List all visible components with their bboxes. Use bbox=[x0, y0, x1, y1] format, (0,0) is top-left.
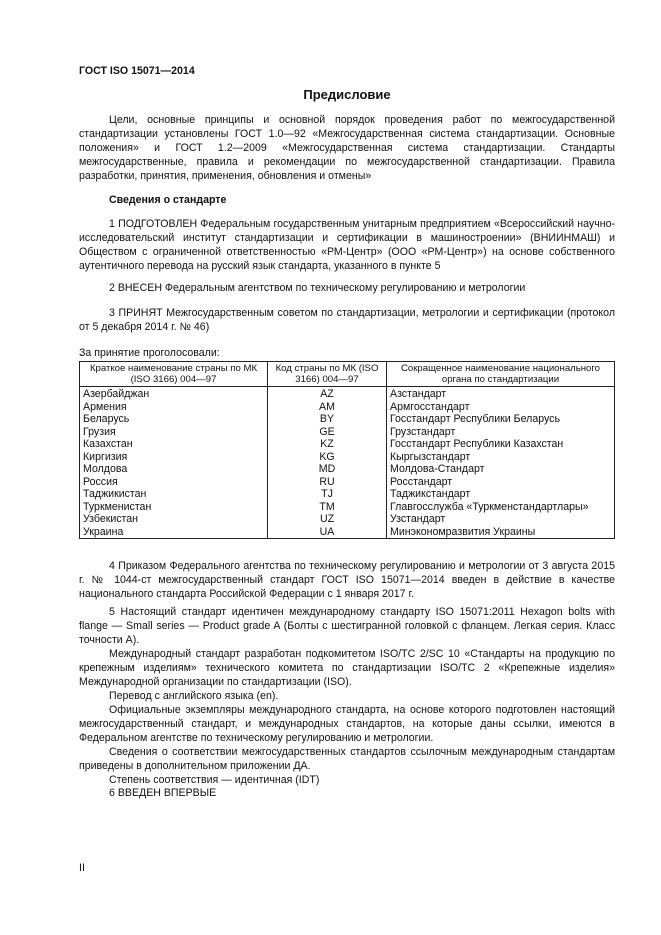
body-cell: Госстандарт Республики Казахстан bbox=[387, 438, 615, 451]
section-heading: Сведения о стандарте bbox=[109, 194, 227, 206]
table-row bbox=[80, 488, 615, 501]
table-row bbox=[80, 451, 615, 464]
body-cell: Армгосстандарт bbox=[387, 401, 615, 414]
country-cell: Россия bbox=[80, 476, 268, 489]
code-cell: AM bbox=[268, 401, 387, 414]
item-5-paragraph: Перевод с английского языка (en). bbox=[109, 690, 279, 702]
voting-table bbox=[79, 361, 615, 539]
country-cell: Молдова bbox=[80, 463, 268, 476]
header-code: Код страны по МК (ISO 3166) 004—97 bbox=[268, 362, 387, 387]
body-cell: Таджикстандарт bbox=[387, 488, 615, 501]
code-cell: UA bbox=[268, 526, 387, 539]
page-title: Предисловие bbox=[303, 87, 391, 102]
country-cell: Беларусь bbox=[80, 413, 268, 426]
body-cell: Грузстандарт bbox=[387, 426, 615, 439]
table-row bbox=[80, 438, 615, 451]
code-cell: GE bbox=[268, 426, 387, 439]
document-code: ГОСТ ISO 15071—2014 bbox=[79, 65, 195, 77]
item-6-paragraph: 6 ВВЕДЕН ВПЕРВЫЕ bbox=[109, 787, 217, 799]
country-cell: Азербайджан bbox=[80, 387, 268, 401]
item-5-paragraph: Сведения о соответствии межгосударственных стандартов ссылочным международным стандартам приведены в дополнительном приложении ДА. bbox=[79, 746, 615, 772]
body-cell: Росстандарт bbox=[387, 476, 615, 489]
code-cell: AZ bbox=[268, 387, 387, 401]
country-cell: Казахстан bbox=[80, 438, 268, 451]
table-row bbox=[80, 426, 615, 439]
header-country: Краткое наименование страны по МК (ISO 3166) 004—97 bbox=[80, 362, 268, 387]
item-5-block bbox=[79, 605, 615, 787]
item-3-paragraph: 3 ПРИНЯТ Межгосударственным советом по стандартизации, метрологии и сертификации (протокол от 5 декабря 2014 г. № 46) bbox=[79, 307, 615, 333]
item-2-paragraph: 2 ВНЕСЕН Федеральным агентством по техническому регулированию и метрологии bbox=[109, 282, 526, 294]
code-cell: TJ bbox=[268, 488, 387, 501]
vote-caption: За принятие проголосовали: bbox=[79, 347, 220, 359]
code-cell: MD bbox=[268, 463, 387, 476]
item-5-paragraph: Степень соответствия — идентичная (IDT) bbox=[109, 774, 320, 786]
table-row bbox=[80, 387, 615, 401]
country-cell: Грузия bbox=[80, 426, 268, 439]
table-row bbox=[80, 526, 615, 539]
table-row bbox=[80, 413, 615, 426]
country-cell: Таджикистан bbox=[80, 488, 268, 501]
body-cell: Азстандарт bbox=[387, 387, 615, 401]
table-row bbox=[80, 513, 615, 526]
country-cell: Узбекистан bbox=[80, 513, 268, 526]
body-cell: Узстандарт bbox=[387, 513, 615, 526]
item-5-paragraph: Международный стандарт разработан подкомитетом ISO/TC 2/SC 10 «Стандарты на продукцию по крепежным изделиям» технического комитета по стандартизации ISO/TC 2 «Крепежные изделия» Международной организации по стандартизации (ISO). bbox=[79, 648, 615, 688]
item-4-paragraph: 4 Приказом Федерального агентства по техническому регулированию и метрологии от 3 августа 2015 г. № 1044-ст межгосударственный стандарт ГОСТ ISO 15071—2014 введен в действие в качестве национального стандарта Российской Федерации с 1 января 2017 г. bbox=[79, 560, 615, 600]
body-cell: Минэкономразвития Украины bbox=[387, 526, 615, 539]
code-cell: RU bbox=[268, 476, 387, 489]
table-row bbox=[80, 501, 615, 514]
body-cell: Госстандарт Республики Беларусь bbox=[387, 413, 615, 426]
item-5-paragraph: Официальные экземпляры международного стандарта, на основе которого подготовлен настоящий межгосударственный стандарт, и международных стандартов, на которые даны ссылки, имеются в Федеральном агентстве по техническому регулированию и метрологии. bbox=[79, 704, 615, 744]
code-cell: KG bbox=[268, 451, 387, 464]
intro-paragraph: Цели, основные принципы и основной порядок проведения работ по межгосударственной стандартизации установлены ГОСТ 1.0—92 «Межгосударственная система стандартизации. Основные положения» и ГОСТ 1.2—2009 «Межгосударственная система стандартизации. Стандарты межгосударственные, правила и рекомендации по межгосударственной стандартизации. Правила разработки, принятия, применения, обновления и отмены» bbox=[79, 114, 615, 182]
header-body: Сокращенное наименование национального органа по стандартизации bbox=[387, 362, 615, 387]
table-row bbox=[80, 401, 615, 414]
country-cell: Киргизия bbox=[80, 451, 268, 464]
table-header-row bbox=[80, 362, 615, 387]
item-5-paragraph: 5 Настоящий стандарт идентичен международному стандарту ISO 15071:2011 Hexagon bolts with flange — Small series — Product grade A (Болты с шестигранной головкой с фланцем. Легкая серия. Класс точности А). bbox=[79, 606, 615, 646]
country-cell: Армения bbox=[80, 401, 268, 414]
code-cell: UZ bbox=[268, 513, 387, 526]
country-cell: Туркменистан bbox=[80, 501, 268, 514]
code-cell: TM bbox=[268, 501, 387, 514]
page-number: II bbox=[79, 862, 85, 874]
body-cell: Кыргызстандарт bbox=[387, 451, 615, 464]
body-cell: Главгосслужба «Туркменстандартлары» bbox=[387, 501, 615, 514]
country-cell: Украина bbox=[80, 526, 268, 539]
table-row bbox=[80, 463, 615, 476]
code-cell: KZ bbox=[268, 438, 387, 451]
code-cell: BY bbox=[268, 413, 387, 426]
item-1-paragraph: 1 ПОДГОТОВЛЕН Федеральным государственным унитарным предприятием «Всероссийский научно-исследовательский институт стандартизации и сертификации в машиностроении» (ВНИИНМАШ) и Обществом с ограниченной ответственностью «РМ-Центр» (ООО «РМ-Центр») на основе собственного аутентичного перевода на русский язык стандарта, указанного в пункте 5 bbox=[79, 218, 615, 272]
table-row bbox=[80, 476, 615, 489]
body-cell: Молдова-Стандарт bbox=[387, 463, 615, 476]
